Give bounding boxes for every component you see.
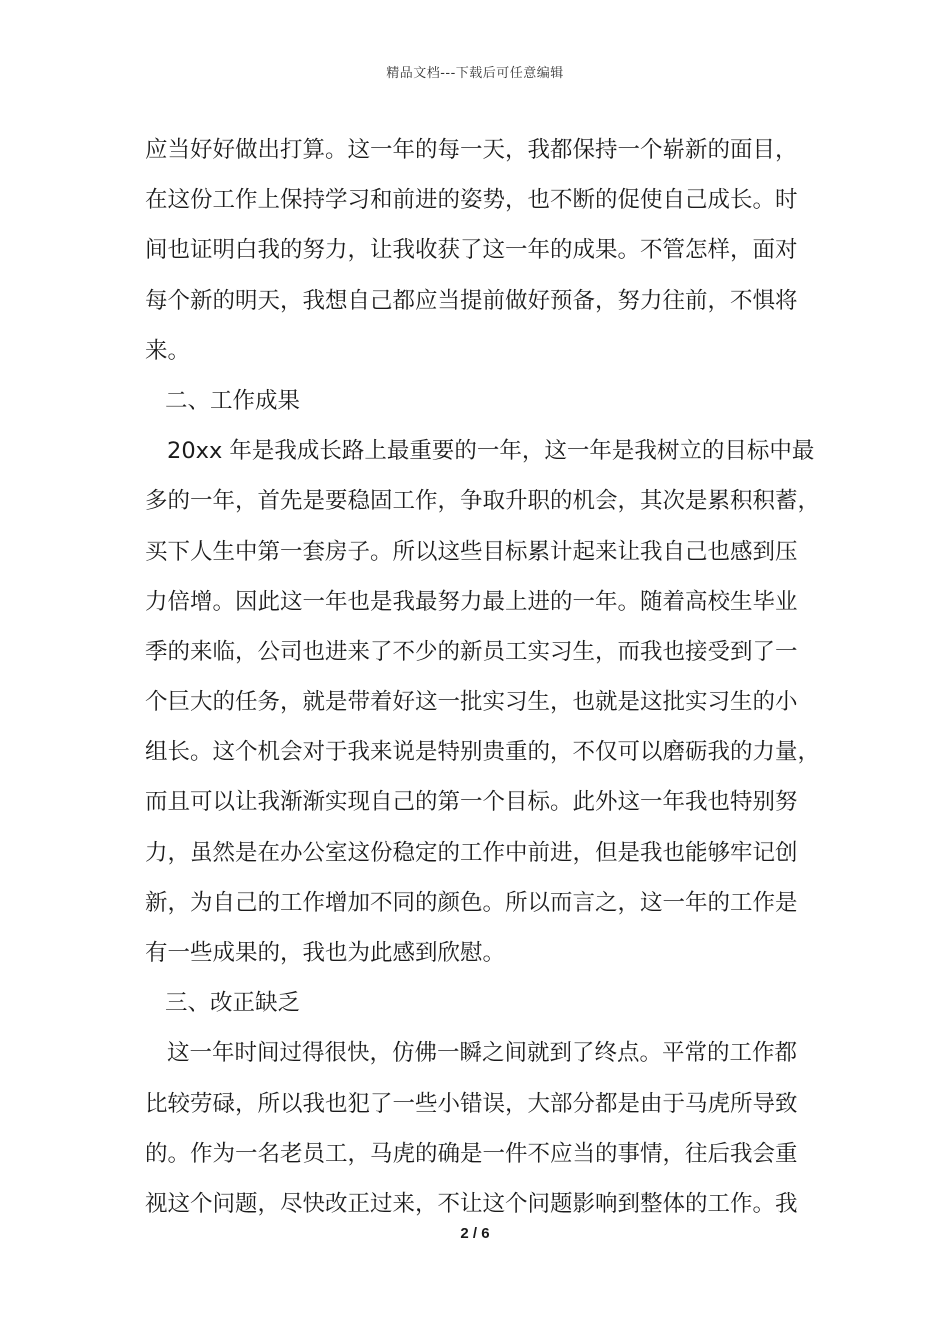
document-body [145,125,825,1229]
section-heading-corrections: 三、改正缺乏 [165,990,301,1017]
body-line: 力倍增。因此这一年也是我最努力最上进的一年。随着高校生毕业 [145,588,798,615]
body-line: 新，为自己的工作增加不同的颜色。所以而言之，这一年的工作是 [145,889,798,916]
body-line: 在这份工作上保持学习和前进的姿势，也不断的促使自己成长。时 [145,187,798,214]
body-line: 20xx 年是我成长路上最重要的一年，这一年是我树立的目标中最 [167,438,815,465]
body-line: 有一些成果的，我也为此感到欣慰。 [145,940,506,966]
body-line: 来。 [145,337,191,364]
body-line: 组长。这个机会对于我来说是特别贵重的，不仅可以磨砺我的力量， [145,739,821,766]
body-line: 应当好好做出打算。这一年的每一天，我都保持一个崭新的面目， [145,137,798,163]
body-line: 这一年时间过得很快，仿佛一瞬之间就到了终点。平常的工作都 [167,1040,798,1067]
body-line: 的。作为一名老员工，马虎的确是一件不应当的事情，往后我会重 [145,1140,798,1167]
body-line: 视这个问题，尽快改正过来，不让这个问题影响到整体的工作。我 [145,1190,798,1217]
body-line: 而且可以让我渐渐实现自己的第一个目标。此外这一年我也特别努 [145,789,798,816]
body-line: 多的一年，首先是要稳固工作，争取升职的机会，其次是累积积蓄， [145,488,821,515]
body-line: 力，虽然是在办公室这份稳定的工作中前进，但是我也能够牢记创 [145,839,798,866]
body-line: 个巨大的任务，就是带着好这一批实习生，也就是这批实习生的小 [145,689,798,716]
body-line: 买下人生中第一套房子。所以这些目标累计起来让我自己也感到压 [145,538,798,565]
section-heading-work-results: 二、工作成果 [165,387,301,414]
page-number: 2 / 6 [460,1225,490,1242]
page-header: 精品文档---下载后可任意编辑 [386,66,564,81]
body-line: 季的来临，公司也进来了不少的新员工实习生，而我也接受到了一 [145,638,798,665]
body-line: 每个新的明天，我想自己都应当提前做好预备，努力往前，不惧将 [145,287,798,314]
body-line: 比较劳碌，所以我也犯了一些小错误，大部分都是由于马虎所导致 [145,1090,798,1117]
body-line: 间也证明白我的努力，让我收获了这一年的成果。不管怎样，面对 [145,237,798,264]
